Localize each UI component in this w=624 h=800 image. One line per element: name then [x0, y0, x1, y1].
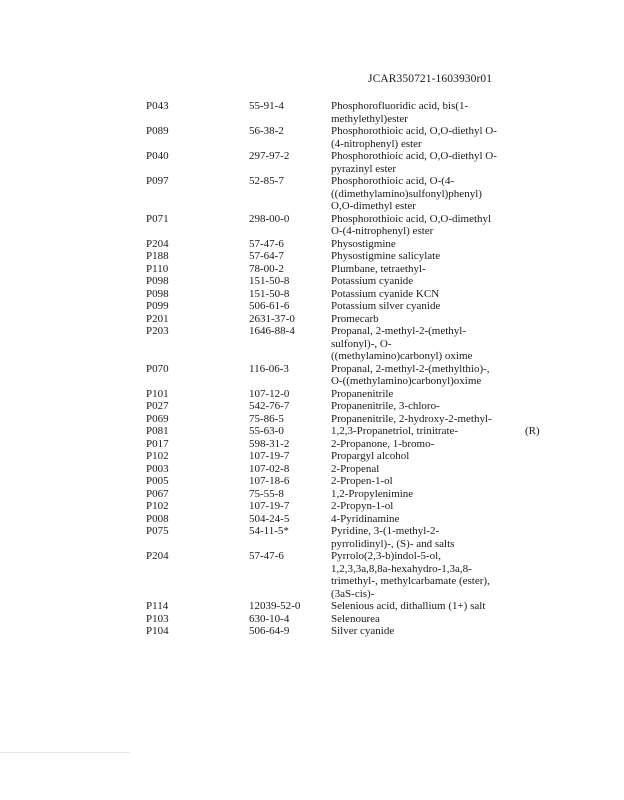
- waste-code: P070: [146, 362, 169, 375]
- cas-number: 107-02-8: [249, 462, 290, 475]
- substance-name: [331, 325, 515, 363]
- cas-number: 598-31-2: [249, 437, 290, 450]
- substance-name: [331, 525, 515, 550]
- cas-number: 107-19-7: [249, 500, 290, 512]
- cas-number: 54-11-5*: [249, 525, 289, 537]
- cas-number: 151-50-8: [249, 287, 290, 300]
- substance-name: [331, 600, 515, 613]
- substance-name: [331, 625, 515, 638]
- waste-code: P102: [146, 500, 169, 512]
- cas-number: 56-38-2: [249, 125, 284, 137]
- waste-code: P075: [146, 525, 169, 537]
- table-row: [0, 363, 624, 388]
- substance-name-line: Silver cyanide: [331, 625, 395, 637]
- cas-number: 504-24-5: [249, 512, 290, 525]
- substance-name-line: 2-Propanone, 1-bromo-: [331, 437, 435, 450]
- substance-name-line: Propanal, 2-methyl-2-(methyl-: [331, 325, 467, 337]
- substance-name-line: Potassium silver cyanide: [331, 300, 441, 312]
- substance-name-line: (4-nitrophenyl) ester: [331, 137, 422, 150]
- waste-code: P027: [146, 400, 169, 412]
- waste-code: P099: [146, 300, 169, 312]
- cas-number: 630-10-4: [249, 612, 290, 625]
- waste-code: P110: [146, 262, 169, 275]
- substance-name-line: 2-Propyn-1-ol: [331, 500, 394, 512]
- table-row: [0, 288, 624, 301]
- substance-name-line: O,O-dimethyl ester: [331, 200, 416, 212]
- substance-name: [331, 263, 515, 276]
- table-row: [0, 250, 624, 263]
- substance-name-line: Selenourea: [331, 612, 380, 625]
- cas-number: 55-91-4: [249, 100, 284, 112]
- cas-number: 12039-52-0: [249, 600, 301, 612]
- substance-name: [331, 500, 515, 513]
- substance-name: [331, 475, 515, 488]
- substance-name-line: pyrrolidinyl)-, (S)- and salts: [331, 537, 455, 550]
- cas-number: 75-55-8: [249, 487, 284, 500]
- substance-name-line: Selenious acid, dithallium (1+) salt: [331, 600, 486, 612]
- cas-number: 107-18-6: [249, 475, 290, 487]
- cas-number: 116-06-3: [249, 362, 289, 375]
- substance-name-line: 1,2,3,3a,8,8a-hexahydro-1,3a,8-: [331, 562, 472, 575]
- substance-name: [331, 238, 515, 251]
- substance-name: [331, 275, 515, 288]
- substance-name-line: (3aS-cis)-: [331, 587, 375, 600]
- substance-name-line: Plumbane, tetraethyl-: [331, 262, 426, 275]
- cas-number: 55-63-0: [249, 425, 284, 437]
- waste-code: P081: [146, 425, 169, 437]
- substance-name: [331, 413, 515, 426]
- substance-name-line: sulfonyl)-, O-: [331, 337, 392, 350]
- substance-name: [331, 550, 515, 600]
- table-row: [0, 275, 624, 288]
- substance-name-line: Phosphorothioic acid, O,O-diethyl O-: [331, 125, 497, 137]
- table-row: [0, 463, 624, 476]
- substance-name-line: ((methylamino)carbonyl) oxime: [331, 350, 473, 362]
- waste-code: P114: [146, 600, 169, 612]
- table-row: [0, 150, 624, 175]
- waste-code: P003: [146, 462, 169, 475]
- table-row: [0, 400, 624, 413]
- substance-name-line: Propanenitrile, 3-chloro-: [331, 400, 440, 412]
- substance-name-line: Propargyl alcohol: [331, 450, 410, 462]
- substance-name: [331, 488, 515, 501]
- table-row: [0, 238, 624, 251]
- table-row: [0, 450, 624, 463]
- substance-name: [331, 400, 515, 413]
- waste-code: P101: [146, 387, 169, 400]
- waste-code: P089: [146, 125, 169, 137]
- waste-code: P008: [146, 512, 169, 525]
- substance-name-line: O-(4-nitrophenyl) ester: [331, 225, 434, 237]
- table-row: [0, 100, 624, 125]
- substance-name-line: ((dimethylamino)sulfonyl)phenyl): [331, 187, 482, 200]
- substance-name-line: Promecarb: [331, 312, 379, 325]
- waste-code: P103: [146, 612, 169, 625]
- substance-name-line: 1,2-Propylenimine: [331, 487, 414, 500]
- waste-code: P204: [146, 550, 169, 562]
- cas-number: 57-64-7: [249, 250, 284, 262]
- table-row: [0, 413, 624, 426]
- substance-name: [331, 425, 515, 438]
- table-row: [0, 488, 624, 501]
- waste-code: P204: [146, 237, 169, 250]
- substance-name: [331, 513, 515, 526]
- substance-name-line: 2-Propen-1-ol: [331, 475, 393, 487]
- cas-number: 52-85-7: [249, 175, 284, 187]
- table-row: [0, 313, 624, 326]
- waste-code: P201: [146, 312, 169, 325]
- substance-name-line: 2-Propenal: [331, 462, 380, 475]
- waste-code: P097: [146, 175, 169, 187]
- table-row: [0, 175, 624, 213]
- substance-name-line: trimethyl-, methylcarbamate (ester),: [331, 575, 490, 587]
- substance-name: [331, 250, 515, 263]
- cas-number: 298-00-0: [249, 212, 290, 225]
- substance-name-line: O-((methylamino)carbonyl)oxime: [331, 375, 482, 387]
- cas-number: 107-19-7: [249, 450, 290, 462]
- substance-name: [331, 463, 515, 476]
- table-row: [0, 550, 624, 600]
- substance-name: [331, 125, 515, 150]
- cas-number: 57-47-6: [249, 550, 284, 562]
- table-row: [0, 388, 624, 401]
- table-row: [0, 438, 624, 451]
- substance-name: [331, 388, 515, 401]
- substance-name-line: 1,2,3-Propanetriol, trinitrate-: [331, 425, 459, 437]
- substance-name: [331, 100, 515, 125]
- cas-number: 506-61-6: [249, 300, 290, 312]
- waste-code: P017: [146, 437, 169, 450]
- waste-code: P102: [146, 450, 169, 462]
- substance-name-line: Potassium cyanide: [331, 275, 414, 287]
- substance-name: [331, 438, 515, 451]
- substance-name: [331, 288, 515, 301]
- table-row: [0, 613, 624, 626]
- table-row: [0, 525, 624, 550]
- table-row: [0, 513, 624, 526]
- waste-code: P098: [146, 287, 169, 300]
- substance-name-line: pyrazinyl ester: [331, 162, 397, 175]
- substance-name-line: Pyridine, 3-(1-methyl-2-: [331, 525, 440, 537]
- footer-divider: [0, 752, 130, 753]
- table-row: [0, 213, 624, 238]
- waste-code: P043: [146, 100, 169, 112]
- waste-code: P071: [146, 212, 169, 225]
- substance-name: [331, 313, 515, 326]
- substance-name-line: Propanal, 2-methyl-2-(methylthio)-,: [331, 362, 490, 375]
- table-row: [0, 600, 624, 613]
- substance-name: [331, 175, 515, 213]
- waste-code: P104: [146, 625, 169, 637]
- waste-code: P203: [146, 325, 169, 337]
- substance-name-line: 4-Pyridinamine: [331, 512, 400, 525]
- substance-name: [331, 450, 515, 463]
- table-row: [0, 500, 624, 513]
- table-row: [0, 475, 624, 488]
- waste-code: P040: [146, 150, 169, 162]
- waste-code: P069: [146, 412, 169, 425]
- hazardous-substance-table: [0, 100, 624, 638]
- waste-code: P098: [146, 275, 169, 287]
- cas-number: 75-86-5: [249, 412, 284, 425]
- cas-number: 151-50-8: [249, 275, 290, 287]
- cas-number: 107-12-0: [249, 387, 290, 400]
- substance-name-line: Propanenitrile, 2-hydroxy-2-methyl-: [331, 412, 492, 425]
- substance-name: [331, 300, 515, 313]
- substance-name-line: Propanenitrile: [331, 387, 394, 400]
- waste-code: P067: [146, 487, 169, 500]
- reactivity-flag: (R): [525, 425, 540, 437]
- table-row: [0, 425, 624, 438]
- cas-number: 1646-88-4: [249, 325, 295, 337]
- table-row: [0, 125, 624, 150]
- cas-number: 506-64-9: [249, 625, 290, 637]
- table-row: [0, 625, 624, 638]
- cas-number: 542-76-7: [249, 400, 290, 412]
- substance-name-line: Phosphorothioic acid, O,O-dimethyl: [331, 212, 492, 225]
- substance-name-line: Potassium cyanide KCN: [331, 287, 440, 300]
- substance-name-line: Pyrrolo(2,3-b)indol-5-ol,: [331, 550, 441, 562]
- substance-name-line: Physostigmine salicylate: [331, 250, 441, 262]
- document-id: JCAR350721-1603930r01: [368, 73, 493, 85]
- substance-name: [331, 213, 515, 238]
- table-row: [0, 300, 624, 313]
- substance-name: [331, 613, 515, 626]
- table-row: [0, 263, 624, 276]
- cas-number: 57-47-6: [249, 237, 284, 250]
- substance-name-line: Phosphorothioic acid, O,O-diethyl O-: [331, 150, 497, 162]
- cas-number: 2631-37-0: [249, 312, 295, 325]
- table-row: [0, 325, 624, 363]
- substance-name-line: Phosphorothioic acid, O-(4-: [331, 175, 455, 187]
- waste-code: P188: [146, 250, 169, 262]
- waste-code: P005: [146, 475, 169, 487]
- substance-name-line: Phosphorofluoridic acid, bis(1-: [331, 100, 469, 112]
- substance-name-line: methylethyl)ester: [331, 112, 408, 125]
- cas-number: 78-00-2: [249, 262, 284, 275]
- cas-number: 297-97-2: [249, 150, 290, 162]
- substance-name: [331, 150, 515, 175]
- substance-name-line: Physostigmine: [331, 237, 396, 250]
- substance-name: [331, 363, 515, 388]
